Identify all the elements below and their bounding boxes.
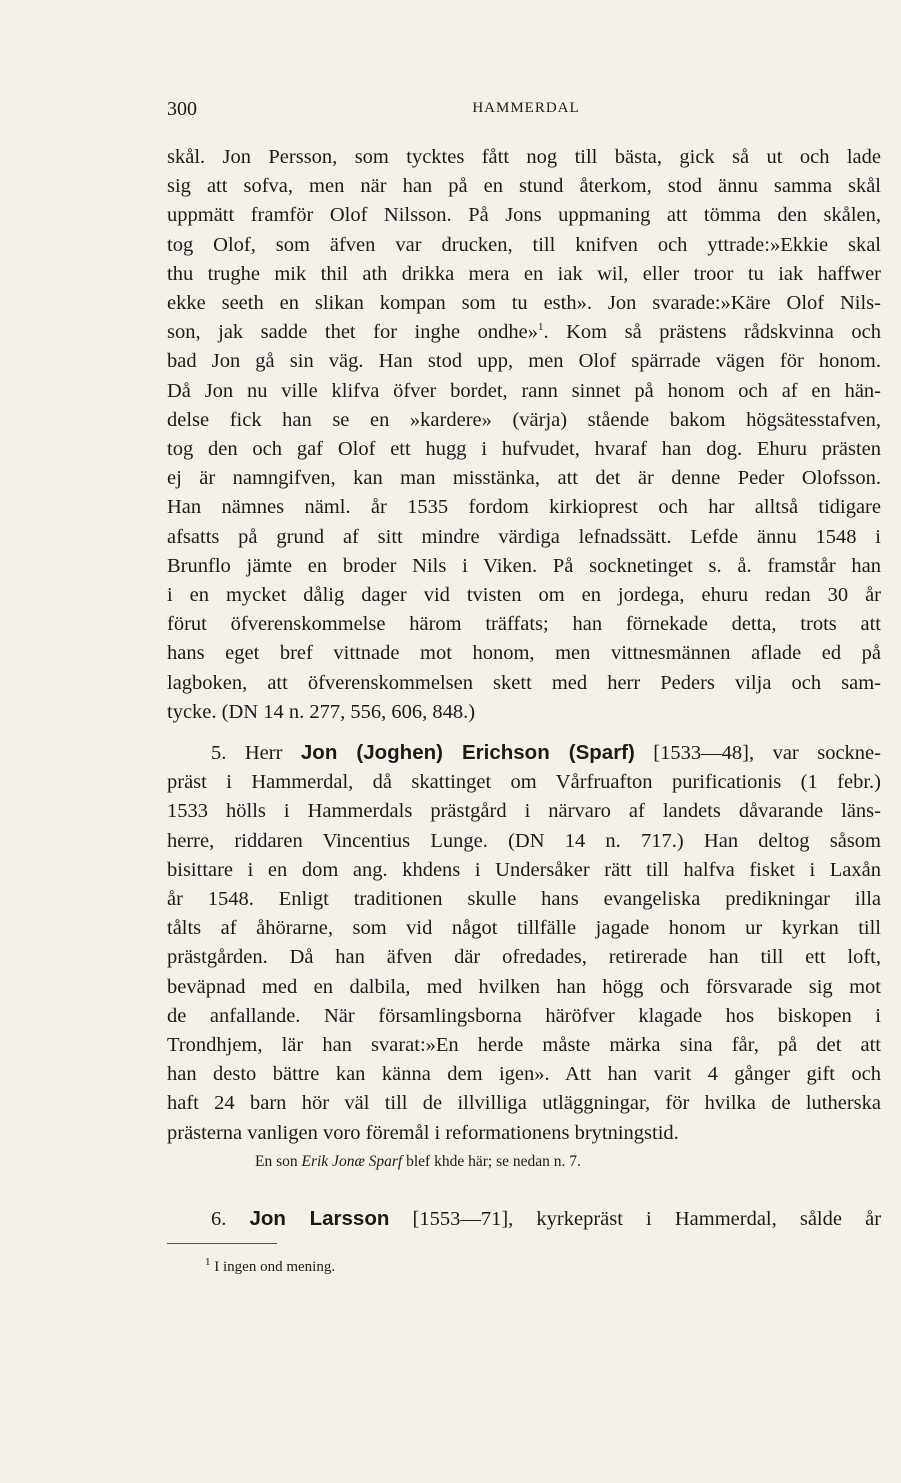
text-line <box>167 738 881 768</box>
text-segment: [1553—71], kyrkepräst i Hammerdal, sålde år <box>389 1208 882 1230</box>
footnote <box>205 1256 336 1276</box>
running-head: HAMMERDAL <box>472 100 580 116</box>
text-line: Brunflo jämte en broder Nils i Viken. På socknetinget s. å. framstår han <box>167 554 881 577</box>
text-line: präst i Hammerdal, då skattinget om Vårfruafton purificationis (1 febr.) <box>167 771 881 794</box>
text-line <box>167 318 881 347</box>
text-segment: . Kom så prästens rådskvinna och <box>543 321 882 344</box>
text-line: haft 24 barn hör väl till de illvilliga utläggningar, för hvilka de lutherska <box>167 1092 881 1115</box>
page-number: 300 <box>167 98 197 120</box>
text-line: tog Olof, som äfven var drucken, till knifven och yttrade:»Ekkie skal <box>167 233 881 256</box>
entry-5-note <box>167 1151 881 1173</box>
page-header <box>167 98 885 128</box>
text-line <box>167 1151 881 1173</box>
text-segment: blef khde här; se nedan n. 7. <box>402 1153 581 1170</box>
text-line: prästgården. Då han äfven där ofredades, retirerade han till ett loft, <box>167 946 881 969</box>
text-segment: 5. Herr <box>211 742 301 764</box>
text-line: de anfallande. När församlingsborna häröfver klagade hos biskopen i <box>167 1004 881 1027</box>
text-line: förut öfverenskommelse härom träffats; han förnekade detta, trots att <box>167 613 881 636</box>
text-line: år 1548. Enligt traditionen skulle hans evangeliska predikningar illa <box>167 888 881 911</box>
paragraph-continuation <box>167 143 881 727</box>
text-line: han desto bättre kan känna dem igen». Att han varit 4 gånger gift och <box>167 1063 881 1086</box>
footnote-divider <box>167 1243 277 1244</box>
text-line: skål. Jon Persson, som tycktes fått nog till bästa, gick så ut och lade <box>167 146 881 168</box>
text-line: Han nämnes näml. år 1535 fordom kirkioprest och har alltså tidigare <box>167 496 881 519</box>
entry-6 <box>167 1204 881 1234</box>
text-line: ej är namngifven, kan man misstänka, att det är denne Peder Olofsson. <box>167 467 881 490</box>
text-line: uppmätt framför Olof Nilsson. På Jons uppmaning att tömma den skålen, <box>167 204 881 227</box>
text-segment: son, jak sadde thet for inghe ondhe» <box>167 321 538 344</box>
text-line: afsatts på grund af sitt mindre värdiga lefnadssätt. Lefde ännu 1548 i <box>167 525 881 548</box>
text-segment: 6. <box>211 1208 250 1230</box>
text-line: prästerna vanligen voro föremål i reformationens brytningstid. <box>167 1121 679 1144</box>
footnote-marker: 1 <box>205 1256 211 1268</box>
entry-5 <box>167 738 881 1148</box>
text-line: beväpnad med en dalbila, med hvilken han högg och försvarade sig mot <box>167 975 881 998</box>
text-line: lagboken, att öfverenskommelsen skett med herr Peders vilja och sam- <box>167 671 881 694</box>
text-line: ekke seeth en slikan kompan som tu esth». Jon svarade:»Käre Olof Nils- <box>167 292 881 315</box>
text-segment: En son <box>255 1153 302 1170</box>
text-line: bisittare i en dom ang. khdens i Undersåker rätt till halfva fisket i Laxån <box>167 858 881 881</box>
text-line: bad Jon gå sin väg. Han stod upp, men Olof spärrade vägen för honom. <box>167 350 881 373</box>
text-line: delse fick han se en »kardere» (värja) stående bakom högsätesstafven, <box>167 408 881 431</box>
footnote-reference: 1 <box>537 321 544 334</box>
text-segment: [1533—48], var sockne- <box>634 742 881 764</box>
person-name: Jon Larsson <box>249 1207 390 1230</box>
text-line: sig att sofva, men när han på en stund återkom, stod ännu samma skål <box>167 175 881 198</box>
text-line: tycke. (DN 14 n. 277, 556, 606, 848.) <box>167 700 476 723</box>
text-line: hans eget bref vittnade mot honom, men vittnesmännen aflade ed på <box>167 642 881 665</box>
text-line <box>167 1204 881 1234</box>
text-line: herre, riddaren Vincentius Lunge. (DN 14 n. 717.) Han deltog såsom <box>167 829 881 852</box>
text-line: Då Jon nu ville klifva öfver bordet, rann sinnet på honom och af en hän- <box>167 379 881 402</box>
text-line: 1533 hölls i Hammerdals prästgård i närvaro af landets dåvarande läns- <box>167 800 881 823</box>
person-name: Jon (Joghen) Erichson (Sparf) <box>300 741 635 764</box>
person-name-italic: Erik Jonæ Sparf <box>301 1153 403 1170</box>
text-line: thu trughe mik thil ath drikka mera en iak wil, eller troor tu iak haffwer <box>167 262 881 285</box>
text-line: i en mycket dålig dager vid tvisten om en jordega, ehuru redan 30 år <box>167 584 881 607</box>
text-line: Trondhjem, lär han svarat:»En herde måste märka sina får, på det att <box>167 1034 881 1057</box>
text-line: tog den och gaf Olof ett hugg i hufvudet, hvaraf han dog. Ehuru prästen <box>167 438 881 461</box>
footnote-text: I ingen ond mening. <box>214 1259 336 1275</box>
text-line: tålts af åhörarne, som vid något tillfälle jagade honom ur kyrkan till <box>167 917 881 940</box>
